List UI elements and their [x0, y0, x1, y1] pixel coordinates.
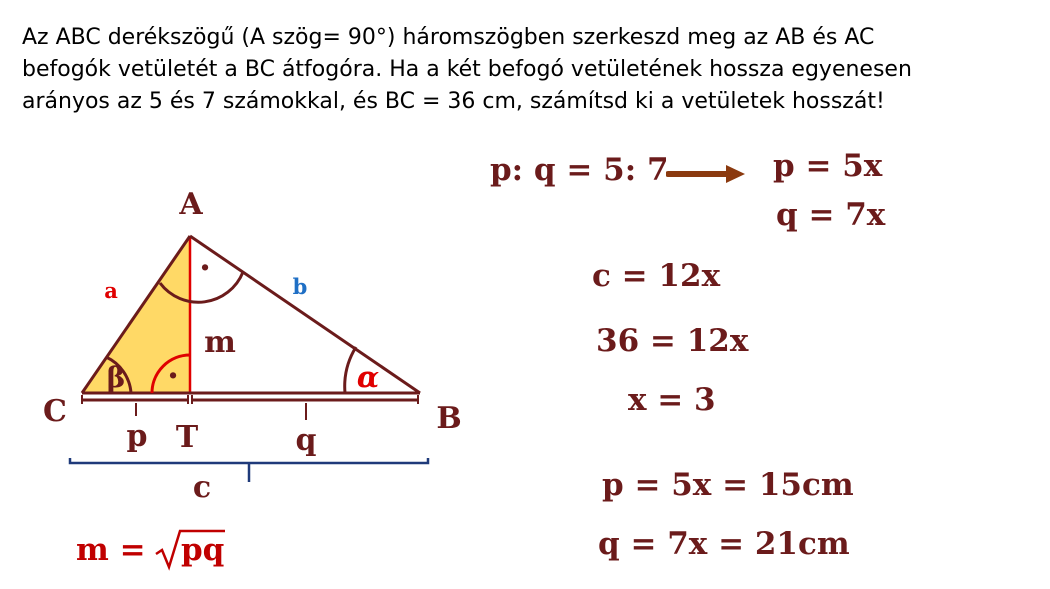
- q-result: q = 7x = 21cm: [598, 526, 850, 562]
- x-value: x = 3: [628, 382, 716, 418]
- formula-radicand: pq: [181, 532, 225, 568]
- angle-alpha-label: α: [356, 360, 380, 394]
- proj-p-label: p: [126, 419, 148, 454]
- problem-line-1: Az ABC derékszögű (A szög= 90°) háromszögben szerkeszd meg az AB és AC: [22, 25, 875, 50]
- q-expression: q = 7x: [776, 197, 886, 233]
- vertex-b-label: B: [436, 401, 462, 436]
- right-angle-dot-t: ·: [167, 356, 179, 396]
- vertex-c-label: C: [43, 394, 67, 429]
- right-angle-dot-a: ·: [199, 248, 211, 288]
- arrow-icon: [666, 162, 748, 186]
- problem-line-3: arányos az 5 és 7 számokkal, és BC = 36 cm, számítsd ki a vetületek hosszát!: [22, 89, 885, 114]
- problem-line-2: befogók vetületét a BC átfogóra. Ha a két befogó vetületének hossza egyenesen: [22, 57, 912, 82]
- height-m-label: m: [204, 325, 236, 360]
- hypotenuse-equation: 36 = 12x: [596, 323, 749, 359]
- side-b-label: b: [292, 274, 308, 299]
- hyp-c-label: c: [192, 470, 212, 505]
- p-expression: p = 5x: [773, 148, 883, 184]
- ratio-equation: p: q = 5: 7: [490, 152, 669, 188]
- c-expression: c = 12x: [592, 258, 721, 294]
- side-a-label: a: [104, 278, 118, 303]
- proj-q-label: q: [295, 423, 317, 458]
- hypotenuse-brace: [70, 458, 428, 463]
- formula-m-lhs: m =: [76, 532, 146, 568]
- angle-beta-label: β: [106, 361, 126, 394]
- p-result: p = 5x = 15cm: [602, 467, 854, 503]
- foot-t-label: T: [175, 420, 199, 455]
- side-b-line: [190, 236, 420, 393]
- vertex-a-label: A: [179, 187, 203, 222]
- angle-alpha-arc: [345, 347, 356, 393]
